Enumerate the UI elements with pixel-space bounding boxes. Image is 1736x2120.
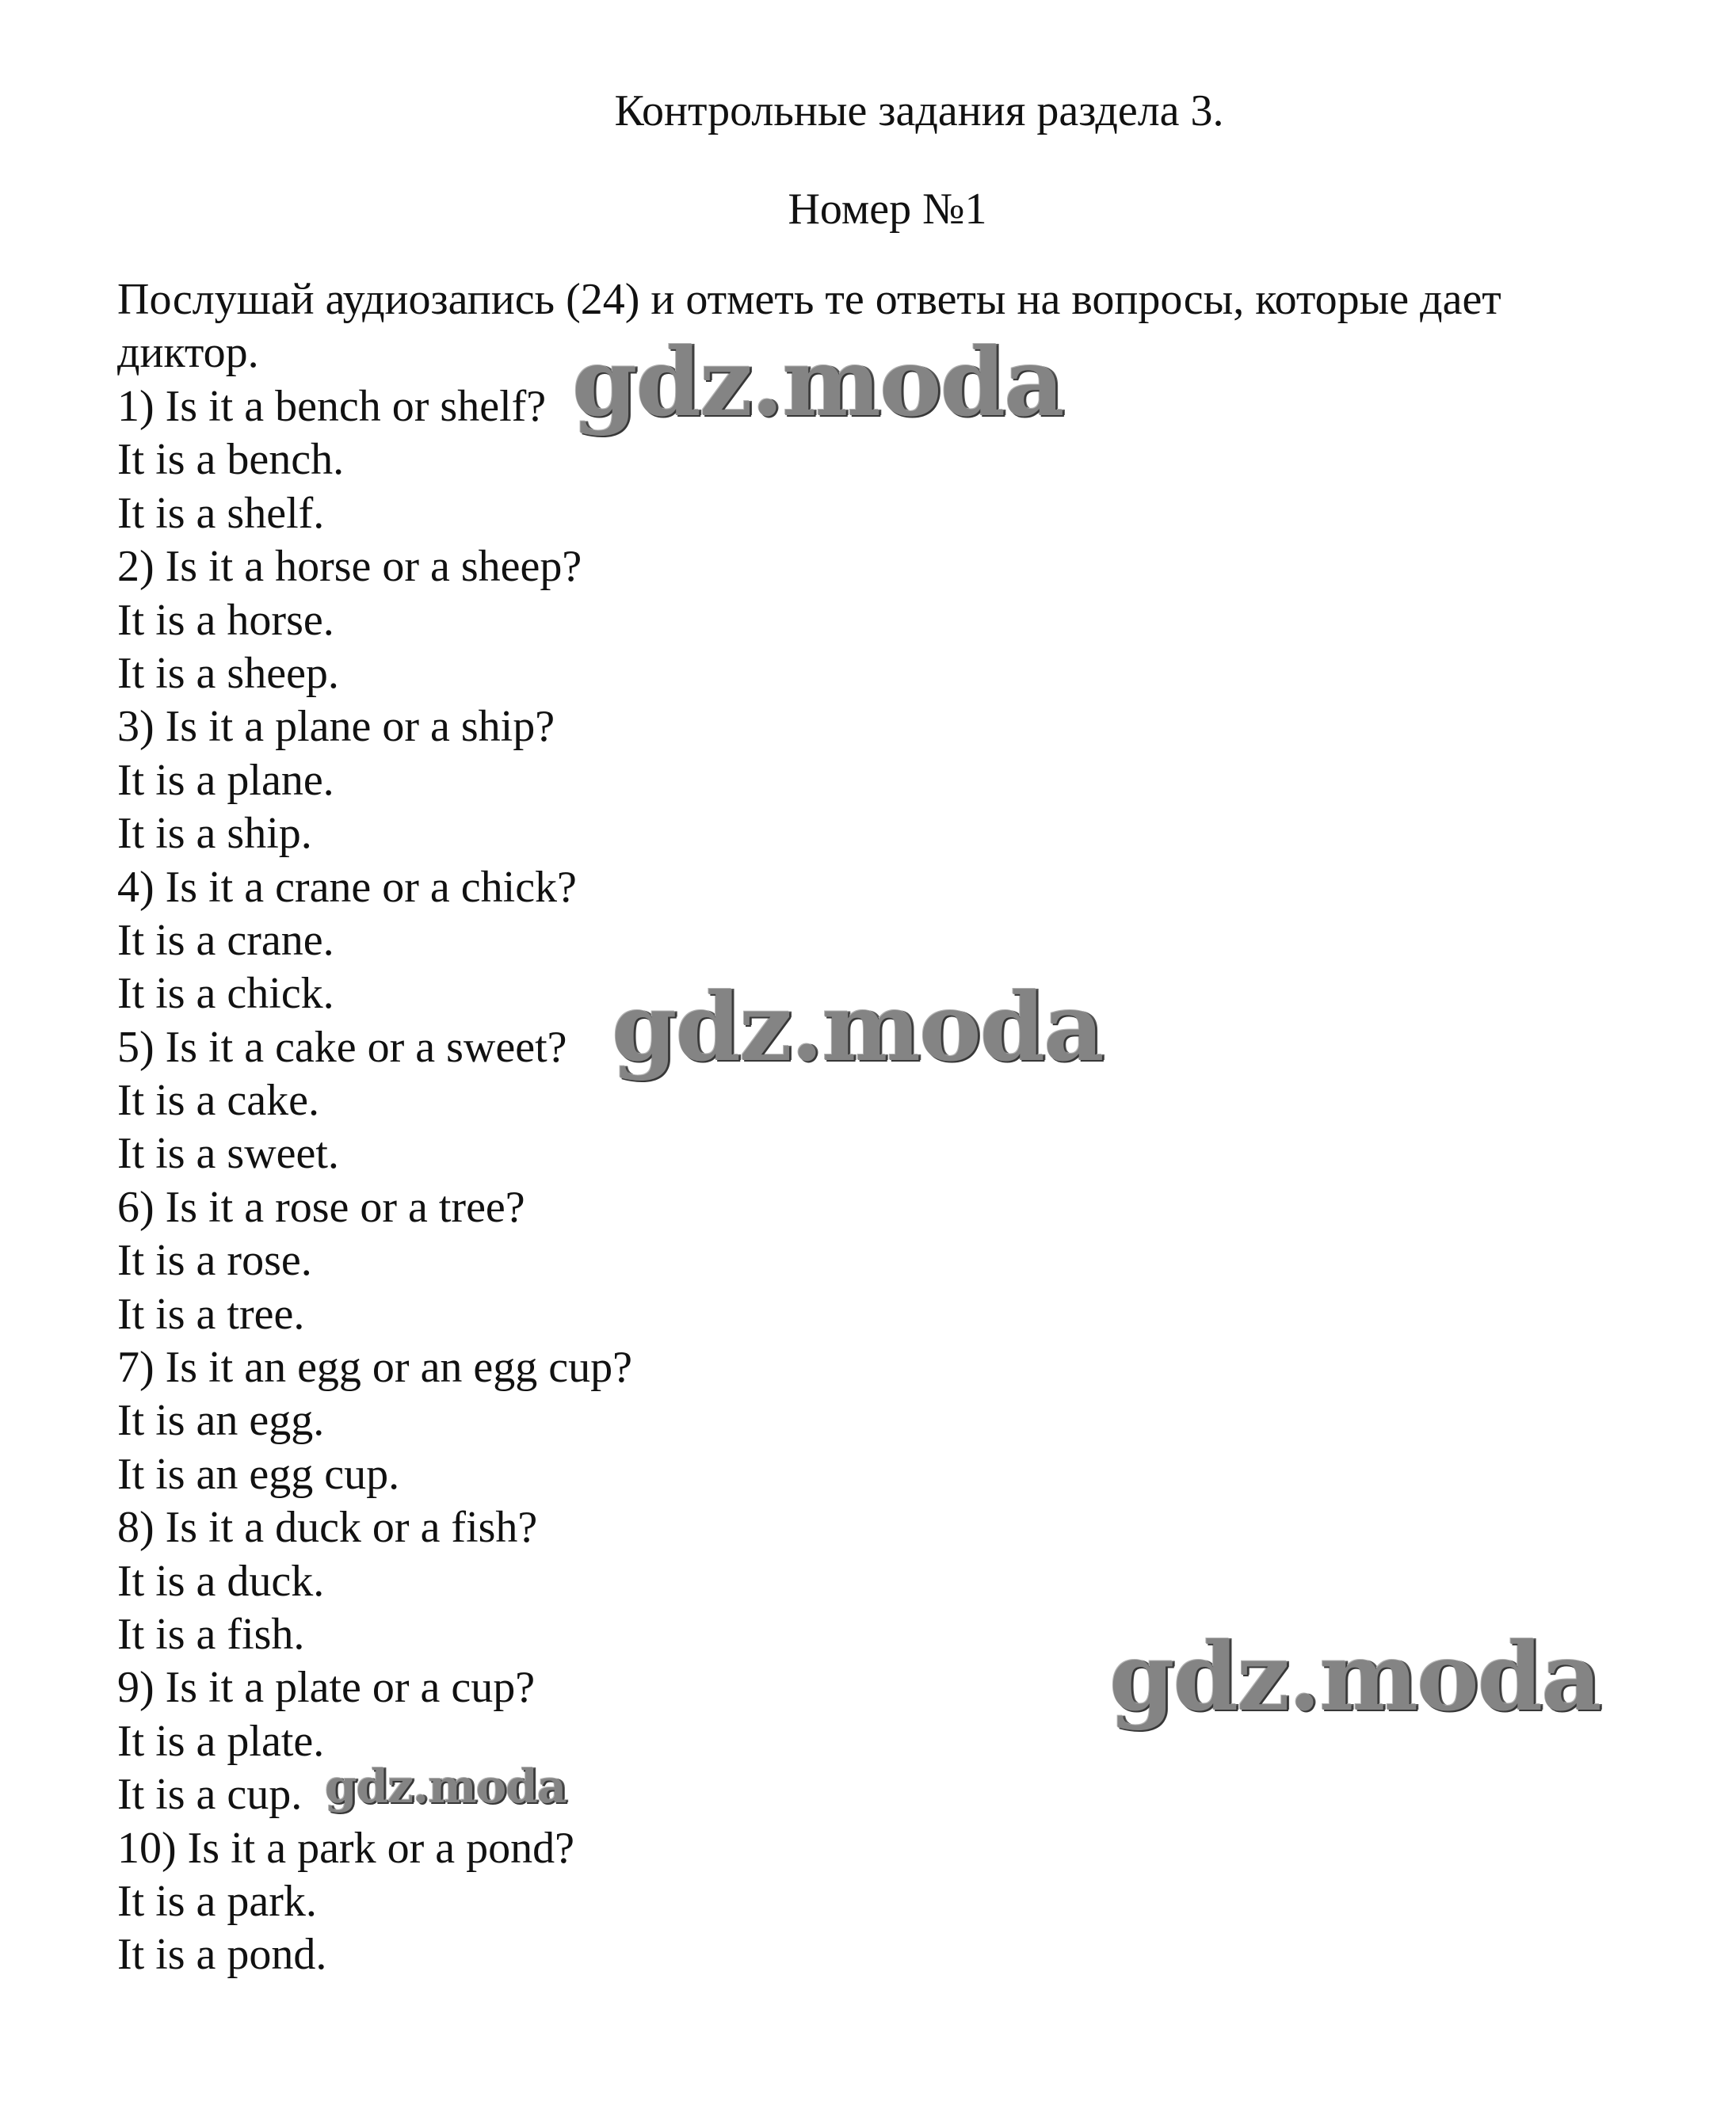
question-text: 4) Is it a crane or a chick? — [117, 862, 577, 912]
page-heading: Контрольные задания раздела 3. — [614, 86, 1224, 135]
answer-option[interactable]: It is a horse. — [117, 595, 334, 645]
question-item — [117, 1181, 1623, 1341]
question-text: 5) Is it a cake or a sweet? — [117, 1022, 567, 1072]
question-text: 6) Is it a rose or a tree? — [117, 1182, 525, 1232]
question-list — [117, 380, 1623, 1982]
answer-option[interactable]: It is an egg cup. — [117, 1449, 400, 1499]
question-text: 8) Is it a duck or a fish? — [117, 1503, 538, 1553]
answer-option[interactable]: It is a plate. — [117, 1716, 325, 1766]
question-item — [117, 1822, 1623, 1982]
answer-option[interactable]: It is a cup. — [117, 1770, 303, 1820]
answer-option[interactable]: It is a sweet. — [117, 1129, 339, 1179]
answer-option[interactable]: It is a bench. — [117, 435, 345, 485]
answer-option[interactable]: It is a plane. — [117, 755, 334, 805]
question-text: 3) Is it a plane or a ship? — [117, 702, 555, 752]
answer-option[interactable]: It is a ship. — [117, 809, 312, 859]
watermark: gdz.moda — [572, 327, 1063, 437]
answer-option[interactable]: It is a rose. — [117, 1236, 312, 1286]
answer-option[interactable]: It is a crane. — [117, 915, 334, 965]
answer-option[interactable]: It is a shelf. — [117, 488, 325, 538]
instruction-text: Послушай аудиозапись (24) и отметь те ответы на вопросы, которые дает диктор. — [117, 275, 1501, 377]
question-item — [117, 540, 1623, 700]
answer-option[interactable]: It is a chick. — [117, 969, 334, 1019]
question-text: 2) Is it a horse or a sheep? — [117, 542, 582, 592]
question-text: 9) Is it a plate or a cup? — [117, 1663, 536, 1713]
answer-option[interactable]: It is a pond. — [117, 1930, 327, 1980]
watermark: gdz.moda — [325, 1760, 567, 1813]
question-text: 1) Is it a bench or shelf? — [117, 382, 547, 431]
question-item — [117, 700, 1623, 860]
answer-option[interactable]: It is an egg. — [117, 1396, 325, 1446]
answer-option[interactable]: It is a park. — [117, 1876, 317, 1926]
answer-option[interactable]: It is a sheep. — [117, 648, 339, 698]
watermark: gdz.moda — [612, 972, 1103, 1082]
question-text: 7) Is it an egg or an egg cup? — [117, 1343, 632, 1393]
answer-option[interactable]: It is a fish. — [117, 1609, 305, 1659]
answer-option[interactable]: It is a duck. — [117, 1556, 325, 1606]
page-subheading: Номер №1 — [788, 185, 987, 234]
question-text: 10) Is it a park or a pond? — [117, 1823, 574, 1873]
question-item — [117, 1341, 1623, 1501]
answer-option[interactable]: It is a cake. — [117, 1076, 319, 1126]
watermark: gdz.moda — [1109, 1622, 1601, 1732]
answer-option[interactable]: It is a tree. — [117, 1289, 305, 1339]
